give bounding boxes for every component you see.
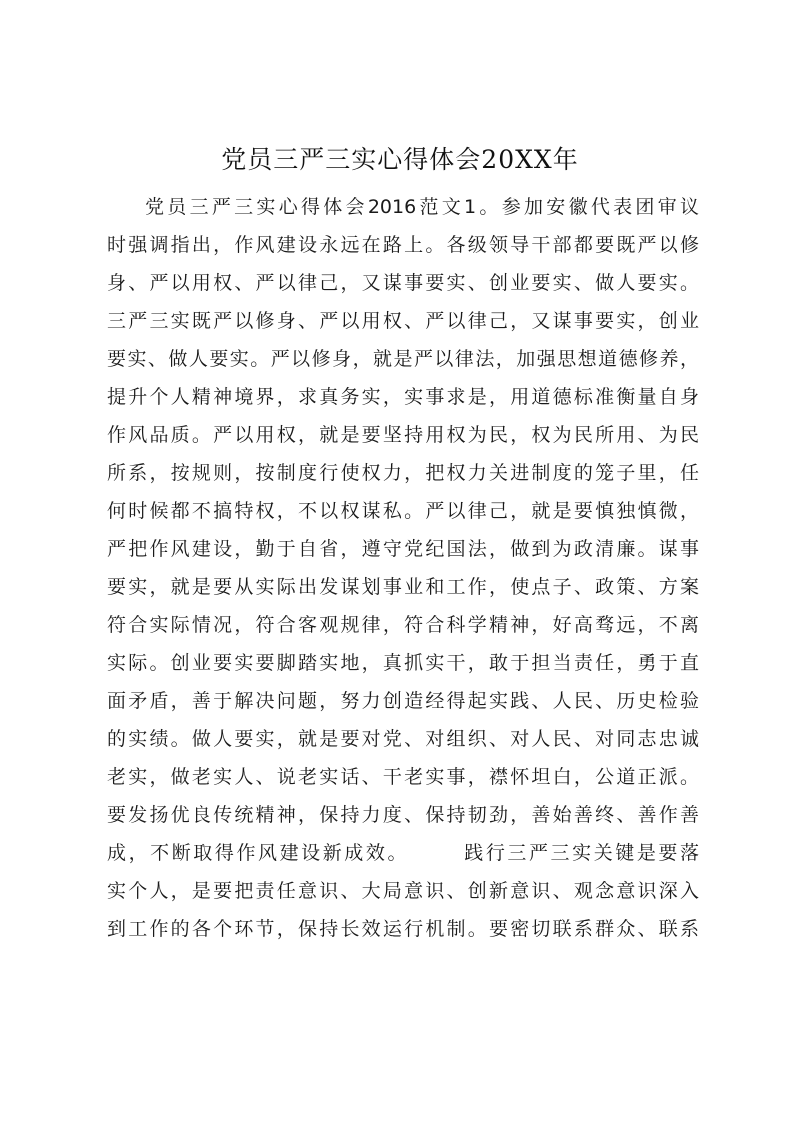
body-line: 要实、做人要实。严以修身，就是严以律法，加强思想道德修养， bbox=[107, 348, 699, 370]
body-line: 作风品质。严以用权，就是要坚持用权为民，权为民所用、为民 bbox=[107, 424, 699, 446]
body-line: 成，不断取得作风建设新成效。 践行三严三实关键是要落 bbox=[107, 842, 699, 864]
body-line: 到工作的各个环节，保持长效运行机制。要密切联系群众、联系 bbox=[107, 918, 699, 940]
body-line: 党员三严三实心得体会2016范文1。参加安徽代表团审议 bbox=[145, 196, 699, 218]
body-line: 实际。创业要实要脚踏实地，真抓实干，敢于担当责任，勇于直 bbox=[107, 652, 699, 674]
body-line: 老实，做老实人、说老实话、干老实事，襟怀坦白，公道正派。 bbox=[107, 766, 699, 788]
body-line: 何时候都不搞特权，不以权谋私。严以律己，就是要慎独慎微， bbox=[107, 500, 699, 522]
body-line: 时强调指出，作风建设永远在路上。各级领导干部都要既严以修 bbox=[107, 234, 699, 256]
body-line: 要实，就是要从实际出发谋划事业和工作，使点子、政策、方案 bbox=[107, 576, 699, 598]
body-line: 面矛盾，善于解决问题，努力创造经得起实践、人民、历史检验 bbox=[107, 690, 699, 712]
body-line: 实个人，是要把责任意识、大局意识、创新意识、观念意识深入 bbox=[107, 880, 699, 902]
document-body bbox=[107, 188, 699, 948]
document-title: 党员三严三实心得体会20XX年 bbox=[221, 145, 579, 174]
body-line: 的实绩。做人要实，就是要对党、对组织、对人民、对同志忠诚 bbox=[107, 728, 699, 750]
body-line: 符合实际情况，符合客观规律，符合科学精神，好高骛远，不离 bbox=[107, 614, 699, 636]
body-line: 所系，按规则，按制度行使权力，把权力关进制度的笼子里，任 bbox=[107, 462, 699, 484]
body-line: 严把作风建设，勤于自省，遵守党纪国法，做到为政清廉。谋事 bbox=[107, 538, 699, 560]
body-line: 提升个人精神境界，求真务实，实事求是，用道德标准衡量自身 bbox=[107, 386, 699, 408]
body-line: 三严三实既严以修身、严以用权、严以律己，又谋事要实，创业 bbox=[107, 310, 699, 332]
body-line: 要发扬优良传统精神，保持力度、保持韧劲，善始善终、善作善 bbox=[107, 804, 699, 826]
body-line: 身、严以用权、严以律己，又谋事要实、创业要实、做人要实。 bbox=[107, 272, 699, 294]
